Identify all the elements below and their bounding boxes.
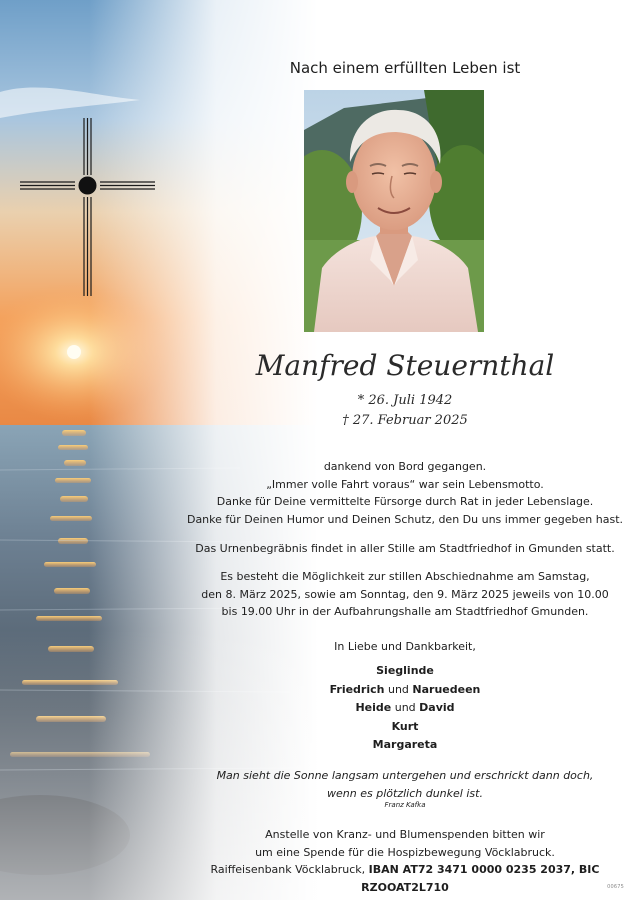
message-line: „Immer volle Fahrt voraus“ war sein Lebensmotto. bbox=[266, 477, 544, 491]
mourner-name: Margareta bbox=[372, 738, 438, 751]
mourner-name: Sieglinde bbox=[376, 664, 434, 677]
quote-author: Franz Kafka bbox=[384, 801, 426, 809]
donation-notice bbox=[180, 826, 630, 896]
mourner-name: Naruedeen bbox=[412, 682, 481, 696]
iban-bic: IBAN AT72 3471 0000 0235 2037, BIC RZOOAT2L710 bbox=[361, 863, 600, 894]
message-line: Danke für Deinen Humor und Deinen Schutz, den Du uns immer gegeben hast. bbox=[186, 512, 624, 526]
quote bbox=[180, 767, 630, 802]
birth-date: * 26. Juli 1942 bbox=[357, 393, 453, 408]
intro-text: Nach einem erfüllten Leben ist bbox=[289, 59, 521, 77]
cross-icon bbox=[20, 118, 155, 298]
portrait-photo bbox=[304, 90, 484, 332]
bank-name: Raiffeisenbank Vöcklabruck, bbox=[210, 863, 369, 876]
quote-line: Man sieht die Sonne langsam untergehen und erschrickt dann doch, bbox=[216, 769, 594, 782]
message-line: Danke für Deine vermittelte Fürsorge durch Rat in jeder Lebenslage. bbox=[216, 495, 594, 508]
viewing-notice bbox=[180, 568, 630, 621]
burial-notice: Das Urnenbegräbnis findet in aller Stille am Stadtfriedhof in Gmunden statt. bbox=[195, 542, 615, 555]
message-line: dankend von Bord gegangen. bbox=[323, 460, 487, 473]
conjunction: und bbox=[391, 701, 420, 714]
deceased-name: Manfred Steuernthal bbox=[255, 349, 555, 382]
mourner-name: Friedrich bbox=[329, 682, 385, 696]
conjunction: und bbox=[384, 682, 413, 696]
viewing-line: Es besteht die Möglichkeit zur stillen Abschiednahme am Samstag, bbox=[220, 570, 590, 583]
donation-line: Anstelle von Kranz- und Blumenspenden bitten wir bbox=[265, 828, 545, 841]
mourner-name: David bbox=[419, 701, 455, 714]
donation-line: um eine Spende für die Hospizbewegung Vöcklabruck. bbox=[255, 845, 555, 859]
mourners-list bbox=[180, 662, 630, 755]
mourner-name: Heide bbox=[355, 701, 392, 714]
viewing-line: den 8. März 2025, sowie am Sonntag, den 9. März 2025 jeweils von 10.00 bbox=[201, 587, 609, 601]
mourner-pair bbox=[180, 681, 630, 700]
mourner-pair bbox=[180, 699, 630, 718]
thanks-line: In Liebe und Dankbarkeit, bbox=[334, 640, 476, 653]
mourner-name: Kurt bbox=[391, 719, 419, 733]
viewing-line: bis 19.00 Uhr in der Aufbahrungshalle am Stadtfriedhof Gmunden. bbox=[221, 605, 589, 618]
death-date: † 27. Februar 2025 bbox=[342, 413, 468, 428]
farewell-message bbox=[180, 458, 630, 528]
bank-details bbox=[180, 861, 630, 896]
life-dates bbox=[180, 391, 630, 431]
print-stamp: 00675 bbox=[607, 884, 624, 890]
quote-line: wenn es plötzlich dunkel ist. bbox=[327, 786, 483, 800]
